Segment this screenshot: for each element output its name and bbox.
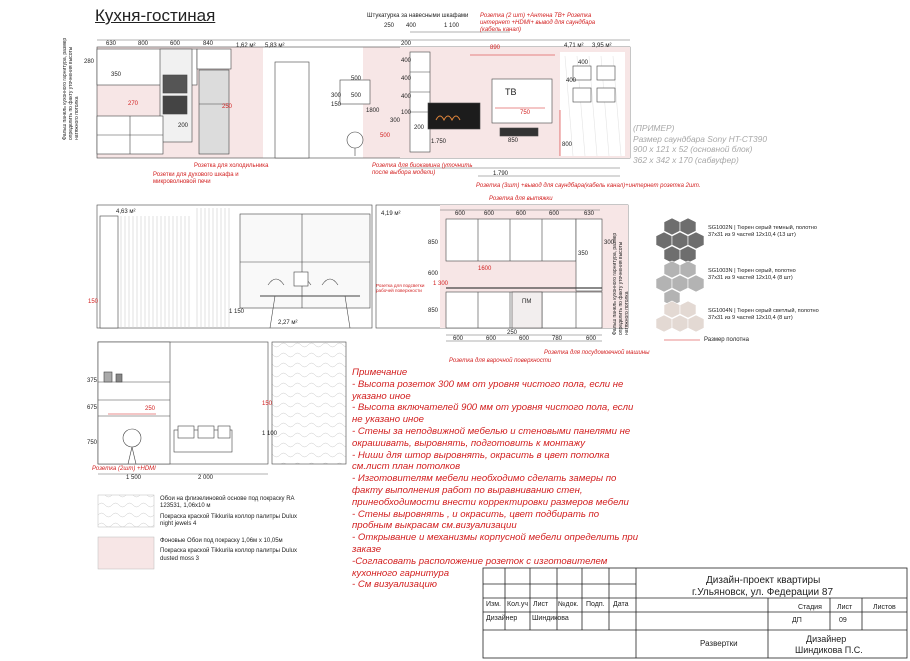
shelf-dim-400a: 400 <box>401 58 412 64</box>
dim-b-bot-2: 600 <box>486 336 497 342</box>
dim-b-top-2: 600 <box>484 211 495 217</box>
tile-swatch-dark <box>656 218 704 263</box>
note-dishwasher-socket: Розетка для посудомоечной машины <box>544 350 650 356</box>
note-fireplace-socket: Розетка для биокамина (уточнить после выбора модели) <box>372 163 473 176</box>
dim-500c: 500 <box>380 133 391 139</box>
tile-border-label: Размер полотна <box>704 337 749 343</box>
note-6: - Стены выровнять , и окрасить, цвет подбирать по пробным выкрасам см.визуализации <box>352 508 600 532</box>
area-4-63: 4,63 м² <box>116 209 136 215</box>
note-1: - Высота розеток 300 мм от уровня чистого пола, если не указано иное <box>352 378 624 402</box>
tile-label-mid <box>708 268 826 282</box>
sample-line-2: Размер саундбара Sony HT-CT390 <box>633 133 767 144</box>
note-cooktop-socket: Розетка для варочной поверхности <box>449 358 552 364</box>
dim-c-750: 750 <box>87 440 98 446</box>
legend-background <box>160 538 310 563</box>
area-5-83: 5,83 м² <box>265 43 285 49</box>
tv-dim-250: 250 <box>384 23 395 29</box>
legend-wallpaper-paint: Покраска краской Tikkurila коллор палитры Dulux night jewels 4 <box>160 513 297 528</box>
tile-code-dark: SG1002N | Тюрен серый темный, полотно <box>708 225 817 231</box>
tile-swatch-mid <box>656 261 704 306</box>
note-3: - Стены за неподвижной мебелью и стеновыми панелями не окрашивать, выровнять, подготовить к монтажу <box>352 425 631 449</box>
note-8: -Согласовать расположение розеток с изготовителем кухонного гарнитура <box>352 555 608 579</box>
note-tv-sockets: Розетка (2 шт) +Антена ТВ+ Розетка интернет +HDMI+ вывод для саундбара (кабель канал) <box>480 13 596 33</box>
tv-dim-1100: 1 100 <box>444 23 460 29</box>
dim-top-840: 840 <box>203 41 214 47</box>
legend-swatches <box>98 495 154 569</box>
note-soundbar-socket: Розетка (3шт) +вывод для саундбара(кабель канал)+интернет розетка 2шт. <box>476 183 701 189</box>
area-4-19: 4,19 м² <box>381 211 401 217</box>
dim-200: 200 <box>178 123 189 129</box>
tv-label: ТВ <box>505 87 517 97</box>
dim-c-1500: 1 500 <box>126 475 142 481</box>
dim-b-bot-3: 600 <box>519 336 530 342</box>
dim-left-280: 280 <box>84 59 95 65</box>
dim-b-bot-4: 780 <box>552 336 563 342</box>
dim-1790: 1.790 <box>493 171 509 177</box>
dim-top-800: 800 <box>138 41 149 47</box>
dim-b-top-5: 630 <box>584 211 595 217</box>
dim-b-bot-1: 600 <box>453 336 464 342</box>
dim-890: 890 <box>490 45 501 51</box>
dim-c-2000: 2 000 <box>198 475 214 481</box>
shelf-dim-100: 100 <box>401 110 412 116</box>
sample-line-4: 362 х 342 х 170 (сабвуфер) <box>633 154 739 165</box>
legend-wallpaper <box>160 496 310 529</box>
note-5: - Изготовителям мебели необходимо сделать замеры по факту выполнения работ по выравниванию стен, принеобходимости внести корректировки размеров мебели <box>352 473 629 508</box>
stamp-col-stage: Стадия <box>798 604 822 611</box>
dim-c-1100: 1 100 <box>262 431 278 437</box>
dim-1750: 1.750 <box>431 139 447 145</box>
tile-size-light: 37х31 из 9 частей 12х10,4 (8 шт) <box>708 315 793 321</box>
tile-size-mid: 37х31 из 9 частей 12х10,4 (8 шт) <box>708 275 793 281</box>
note-9: - См визуализацию <box>352 579 438 591</box>
elevation-b <box>97 205 628 341</box>
dim-300-b: 300 <box>604 240 615 246</box>
dim-1150-b: 1 150 <box>229 309 245 315</box>
stamp-h-date: Дата <box>613 601 629 608</box>
note-worklight-socket: Розетка для подсветки рабочей поверхности <box>376 283 425 294</box>
dim-850-b: 850 <box>428 240 439 246</box>
dim-200b: 200 <box>414 125 425 131</box>
stamp-col-sheets: Листов <box>873 604 896 611</box>
area-1-62: 1,62 м² <box>236 43 256 49</box>
legend-wallpaper-text: Обои на флизелиновой основе под покраску RA 123531, 1,06х10 м <box>160 496 295 510</box>
stamp-sheet: 09 <box>839 617 847 624</box>
stamp-col-sheet: Лист <box>837 604 853 611</box>
dim-250-b: 250 <box>507 330 518 336</box>
tv-dim-400: 400 <box>406 23 417 29</box>
sample-line-1: (ПРИМЕР) <box>633 123 675 133</box>
area-2-27: 2,27 м² <box>278 320 298 326</box>
legend-background-paint: Покраска краской Tikkurila коллор палитры Dulux dusted moss 3 <box>160 548 297 562</box>
dim-b-top-4: 600 <box>549 211 560 217</box>
tile-code-light: SG1004N | Тюрен серый светлый, полотно <box>708 308 819 314</box>
stamp-project: Дизайн-проект квартиры <box>706 575 821 586</box>
note-4: - Ниши для штор выровнять, окрасить в цвет потолка см.лист план потолков <box>352 449 610 473</box>
tile-label-dark <box>708 225 826 239</box>
stamp-footer-role: Дизайнер <box>806 634 847 644</box>
wall-panel-note-b: Фальш панель кухонного гарнитура, размер определить по факту уточнения высоты натяжного потолка <box>612 232 630 335</box>
stamp-designer-name: Шиндикова <box>532 615 569 622</box>
dim-350-b: 350 <box>578 251 589 257</box>
dim-300b: 300 <box>390 118 401 124</box>
dim-1800: 1800 <box>366 108 380 114</box>
tile-label-light <box>708 308 826 322</box>
tile-swatch-light <box>656 301 704 332</box>
dim-850: 850 <box>508 138 519 144</box>
note-tv-socket-c: Розетка (2шт) +HDMI <box>92 466 156 472</box>
note-7: - Открывание и механизмы корпусной мебели определить при заказе <box>352 532 639 555</box>
notes-block <box>352 367 642 591</box>
note-2: - Высота включателей 900 мм от уровня чистого пола, если не указано иное <box>352 402 634 426</box>
note-hood-socket: Розетка для вытяжки <box>489 196 553 202</box>
dim-top-600: 600 <box>170 41 181 47</box>
stamp-h-podp: Подп. <box>586 601 605 608</box>
pics-dim-400a: 400 <box>578 60 589 66</box>
stamp-h-list: Лист <box>533 601 549 608</box>
tile-size-dark: 37х31 из 9 частей 12х10,4 (13 шт) <box>708 232 796 238</box>
dim-500a: 500 <box>351 76 362 82</box>
stamp-stage: ДП <box>792 617 802 624</box>
dim-850b-b: 850 <box>428 308 439 314</box>
dim-350: 350 <box>111 72 122 78</box>
stamp-footer-name: Шиндикова П.С. <box>795 645 863 655</box>
stamp-doc-name: Развертки <box>700 639 738 648</box>
elevation-a <box>97 32 630 176</box>
dim-500b: 500 <box>351 93 362 99</box>
dim-750: 750 <box>520 110 531 116</box>
page-title: Кухня-гостиная <box>95 6 216 25</box>
dim-1600-b: 1600 <box>478 266 492 272</box>
dim-270: 270 <box>128 101 139 107</box>
legend-background-text: Фоновые Обои под покраску 1,06м х 10,05м <box>160 538 283 544</box>
dim-top-630: 630 <box>106 41 117 47</box>
stamp-address: г.Ульяновск, ул. Федерации 87 <box>692 587 834 598</box>
stamp-designer-role: Дизайнер <box>486 615 518 622</box>
tv-wall-header: Штукатурка за навесными шкафами <box>367 13 469 19</box>
soundbar-sample-note <box>633 123 767 165</box>
dim-c-675: 675 <box>87 405 98 411</box>
wall-panel-note-a: Фальш панель кухонного гарнитура, размер определить по факту уточнения высоты натяжного потолка <box>62 37 80 140</box>
dim-c-250: 250 <box>145 406 156 412</box>
dim-150: 150 <box>331 102 342 108</box>
area-4-71: 4,71 м² <box>564 43 584 49</box>
sample-line-3: 900 х 121 х 52 (основной блок) <box>633 144 753 155</box>
stamp-h-koluch: Кол.уч <box>507 601 528 608</box>
dim-1300-b: 1 300 <box>433 281 449 287</box>
shelf-dim-200: 200 <box>401 41 412 47</box>
tile-code-mid: SG1003N | Тюрен серый, полотно <box>708 268 796 274</box>
pics-dim-400b: 400 <box>566 78 577 84</box>
stamp-h-izm: Изм. <box>486 601 501 608</box>
dim-600-b: 600 <box>428 271 439 277</box>
dim-150-b: 150 <box>88 299 99 305</box>
dim-b-top-1: 600 <box>455 211 466 217</box>
shelf-dim-400b: 400 <box>401 76 412 82</box>
note-oven-socket: Розетки для духового шкафа и микроволновой печи <box>153 172 239 185</box>
pm-label: ПМ <box>522 299 532 305</box>
shelf-dim-400c: 400 <box>401 94 412 100</box>
dim-c-375: 375 <box>87 378 98 384</box>
dim-b-top-3: 600 <box>516 211 527 217</box>
notes-title: Примечание <box>352 367 408 378</box>
dim-250: 250 <box>222 104 233 110</box>
dim-800: 800 <box>562 142 573 148</box>
dim-b-bot-5: 600 <box>586 336 597 342</box>
tile-swatches <box>656 218 704 340</box>
elevation-c <box>98 342 346 474</box>
dim-c-150: 150 <box>262 401 273 407</box>
dim-300: 300 <box>331 93 342 99</box>
stamp-h-ndoc: №док. <box>558 601 579 608</box>
note-fridge-socket: Розетка для холодильника <box>194 163 269 169</box>
area-3-95: 3,95 м² <box>592 43 612 49</box>
